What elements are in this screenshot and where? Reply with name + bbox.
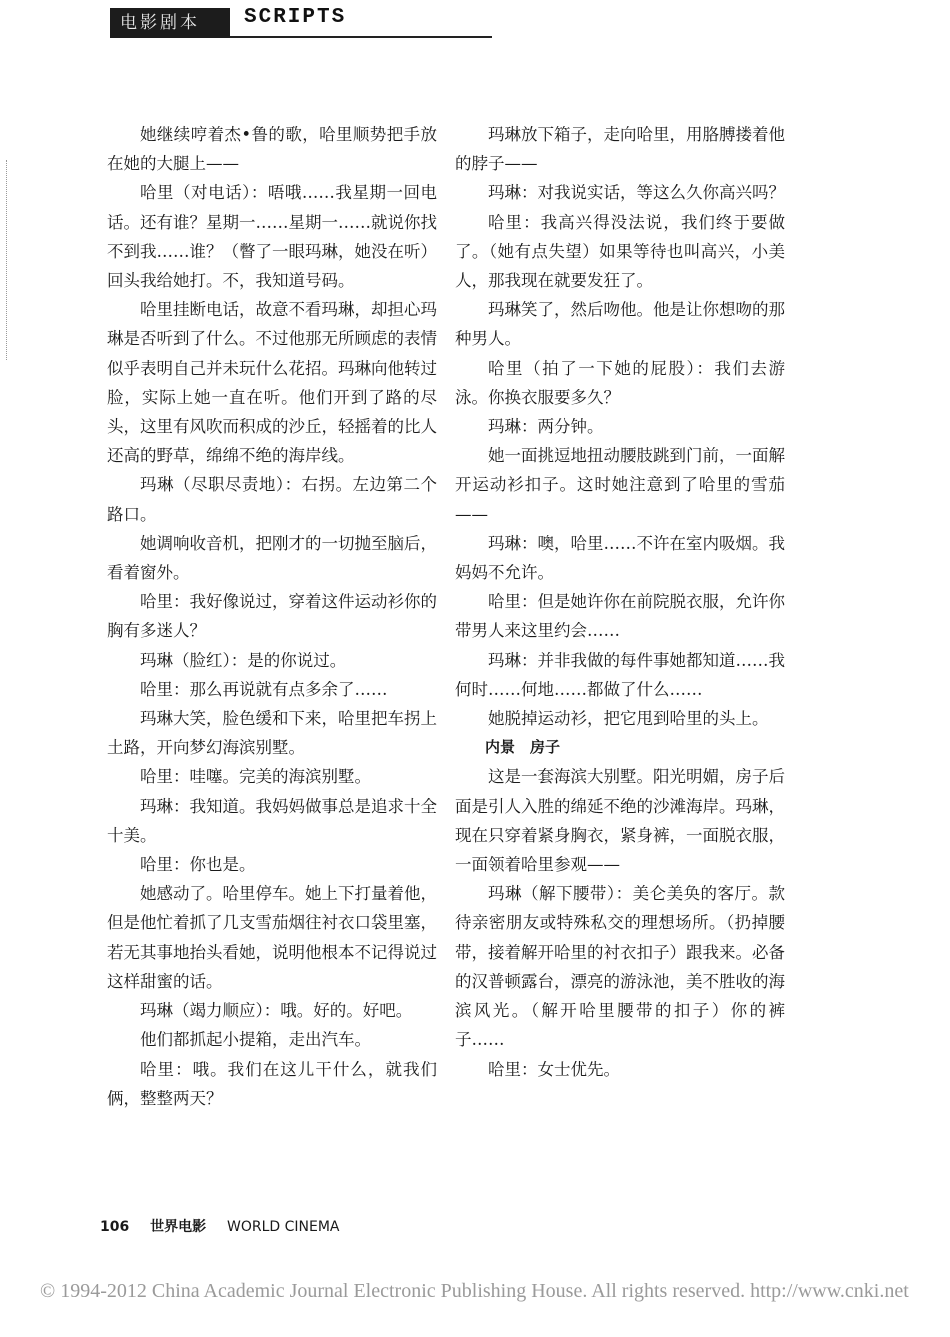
paragraph: 哈里（拍了一下她的屁股）：我们去游泳。你换衣服要多久？ bbox=[455, 358, 785, 407]
paragraph: 她调响收音机，把刚才的一切抛至脑后，看着窗外。 bbox=[107, 533, 437, 583]
page-number: 106 bbox=[100, 1219, 130, 1235]
paragraph: 哈里：但是她许你在前院脱衣服，允许你带男人来这里约会…… bbox=[455, 592, 785, 641]
paragraph: 玛琳（解下腰带）：美仑美奂的客厅。款待亲密朋友或特殊私交的理想场所。（扔掉腰带，接着解开哈里的衬衣扣子）跟我来。必备的汉普顿露台，漂亮的游泳池，美不胜收的海滨风光。（解开哈里腰带的扣子）你的裤子…… bbox=[455, 884, 785, 1050]
section-label-box bbox=[110, 8, 230, 38]
paragraph: 玛琳大笑，脸色缓和下来，哈里把车拐上土路，开向梦幻海滨别墅。 bbox=[107, 709, 437, 758]
section-label-cn: 电影剧本 bbox=[120, 13, 200, 33]
scene-heading: 内景 房子 bbox=[485, 738, 561, 757]
paragraph: 玛琳放下箱子，走向哈里，用胳膊搂着他的脖子—— bbox=[455, 125, 785, 174]
paragraph: 玛琳：并非我做的每件事她都知道……我何时……何地……都做了什么…… bbox=[455, 650, 785, 699]
left-text-column bbox=[107, 120, 437, 1113]
binding-marks bbox=[6, 160, 11, 360]
paragraph: 这是一套海滨大别墅。阳光明媚，房子后面是引人入胜的绵延不绝的沙滩海岸。玛琳，现在只穿着紧身胸衣，紧身裤，一面脱衣服，一面领着哈里参观—— bbox=[455, 767, 785, 875]
magazine-title-en: WORLD CINEMA bbox=[226, 1219, 340, 1235]
paragraph: 哈里：哦。我们在这儿干什么，就我们俩，整整两天？ bbox=[107, 1059, 437, 1108]
paragraph: 她脱掉运动衫，把它甩到哈里的头上。 bbox=[488, 709, 769, 729]
paragraph: 她感动了。哈里停车。她上下打量着他，但是他忙着抓了几支雪茄烟往衬衣口袋里塞，若无其事地抬头看她，说明他根本不记得说过这样甜蜜的话。 bbox=[107, 884, 437, 991]
paragraph: 哈里：哇噻。完美的海滨别墅。 bbox=[140, 767, 371, 787]
page-footer bbox=[100, 1216, 355, 1236]
paragraph: 哈里：我高兴得没法说，我们终于要做了。（她有点失望）如果等待也叫高兴，小美人，那我现在就要发狂了。 bbox=[455, 212, 785, 291]
right-text-column bbox=[455, 120, 785, 1084]
copyright-notice: © 1994-2012 China Academic Journal Electronic Publishing House. All rights reserved. http://www.cnki.net bbox=[40, 1280, 909, 1302]
paragraph: 玛琳：对我说实话，等这么久你高兴吗？ bbox=[488, 183, 785, 203]
paragraph: 哈里（对电话）：唔哦……我星期一回电话。还有谁？星期一……星期一……就说你找不到我……谁？（瞥了一眼玛琳，她没在听）回头我给她打。不，我知道号码。 bbox=[107, 183, 437, 291]
paragraph: 玛琳：两分钟。 bbox=[488, 417, 604, 437]
paragraph: 哈里挂断电话，故意不看玛琳，却担心玛琳是否听到了什么。不过他那无所顾虑的表情似乎表明自己并未玩什么花招。玛琳向他转过脸，实际上她一直在听。他们开到了路的尽头，这里有风吹而积成的沙丘，轻摇着的比人还高的野草，绵绵不绝的海岸线。 bbox=[107, 300, 437, 466]
paragraph: 玛琳（竭力顺应）：哦。好的。好吧。 bbox=[140, 1001, 413, 1021]
paragraph: 哈里：你也是。 bbox=[140, 855, 256, 875]
paragraph: 哈里：女士优先。 bbox=[488, 1059, 620, 1079]
paragraph: 她继续哼着杰•鲁的歌，哈里顺势把手放在她的大腿上—— bbox=[107, 125, 437, 174]
paragraph: 玛琳：噢，哈里……不许在室内吸烟。我妈妈不允许。 bbox=[455, 533, 785, 583]
magazine-title-cn: 世界电影 bbox=[150, 1219, 207, 1235]
paragraph: 玛琳笑了，然后吻他。他是让你想吻的那种男人。 bbox=[455, 300, 785, 349]
paragraph: 玛琳（脸红）：是的你说过。 bbox=[140, 650, 347, 670]
paragraph: 哈里：那么再说就有点多余了…… bbox=[140, 679, 388, 699]
paragraph: 他们都抓起小提箱，走出汽车。 bbox=[140, 1030, 371, 1050]
paragraph: 哈里：我好像说过，穿着这件运动衫你的胸有多迷人？ bbox=[107, 592, 437, 641]
header-rule bbox=[230, 36, 492, 38]
paragraph: 玛琳（尽职尽责地）：右拐。左边第二个路口。 bbox=[107, 475, 437, 524]
paragraph: 她一面挑逗地扭动腰肢跳到门前，一面解开运动衫扣子。这时她注意到了哈里的雪茄—— bbox=[455, 446, 785, 524]
section-label-en: SCRIPTS bbox=[244, 6, 347, 29]
paragraph: 玛琳：我知道。我妈妈做事总是追求十全十美。 bbox=[107, 796, 437, 845]
